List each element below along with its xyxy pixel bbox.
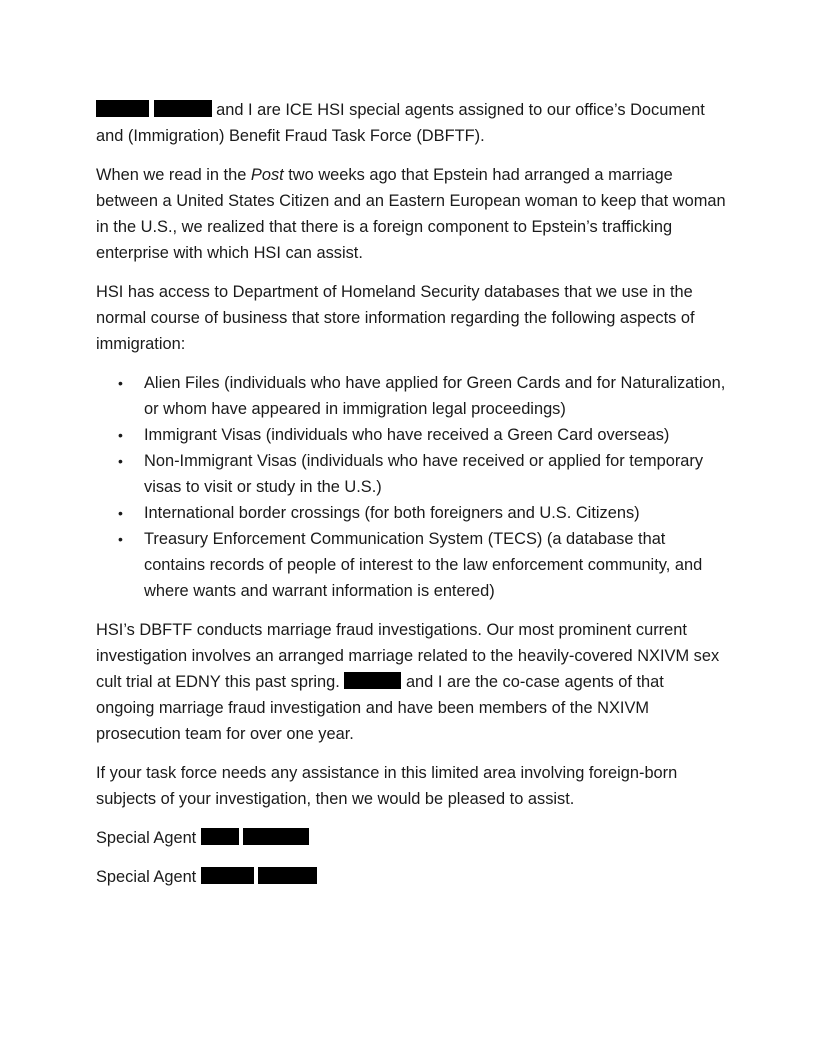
marriage-fraud-text-before: HSI’s DBFTF conducts marriage fraud investigations. Our most prominent current investigation involves an arranged marriage related to the heavily-covered NXIVM sex cult trial at EDNY this past spring.	[96, 621, 720, 691]
list-item-text: Non-Immigrant Visas (individuals who have received or applied for temporary visas to visit or study in the U.S.)	[144, 452, 704, 496]
databases-paragraph: HSI has access to Department of Homeland Security databases that we use in the normal course of business that store information regarding the following aspects of immigration:	[96, 283, 695, 353]
signature-line-1	[96, 825, 726, 851]
redaction-box	[201, 867, 254, 884]
redaction-box	[243, 828, 309, 845]
list-item-text: International border crossings (for both foreigners and U.S. Citizens)	[144, 504, 640, 522]
list-item	[96, 448, 726, 500]
list-item	[96, 370, 726, 422]
redaction-box	[344, 672, 401, 689]
marriage-fraud-text-after: and I are the co-case agents of that ongoing marriage fraud investigation and have been members of the NXIVM prosecution team for over one year.	[96, 673, 664, 743]
bullet-icon: •	[118, 531, 123, 547]
redaction-box	[258, 867, 317, 884]
signature-label: Special Agent	[96, 868, 201, 886]
post-article-text-before: When we read in the	[96, 166, 251, 184]
redaction-box	[154, 100, 212, 117]
letter-body	[96, 97, 726, 903]
signature-line-2	[96, 864, 726, 890]
bullet-icon: •	[118, 505, 123, 521]
redaction-box	[96, 100, 149, 117]
closing-paragraph: If your task force needs any assistance in this limited area involving foreign-born subjects of your investigation, then we would be pleased to assist.	[96, 764, 678, 808]
bullet-icon: •	[118, 375, 123, 391]
database-list	[96, 370, 726, 604]
list-item	[96, 526, 726, 604]
list-item-text: Treasury Enforcement Communication System (TECS) (a database that contains records of people of interest to the law enforcement community, and where wants and warrant information is entered)	[144, 530, 703, 600]
marriage-fraud-paragraph	[96, 617, 726, 747]
redaction-box	[201, 828, 239, 845]
post-article-paragraph	[96, 162, 726, 266]
intro-paragraph	[96, 97, 726, 149]
post-article-text-after: two weeks ago that Epstein had arranged a marriage between a United States Citizen and an Eastern European woman to keep that woman in the U.S., we realized that there is a foreign component to Epstein’s trafficking enterprise with which HSI can assist.	[96, 166, 726, 262]
list-item-text: Alien Files (individuals who have applied for Green Cards and for Naturalization, or whom have appeared in immigration legal proceedings)	[144, 374, 726, 418]
list-item	[96, 500, 726, 526]
list-item-text: Immigrant Visas (individuals who have received a Green Card overseas)	[144, 426, 670, 444]
post-newspaper-title: Post	[250, 166, 284, 184]
intro-paragraph-text: and I are ICE HSI special agents assigned to our office’s Document and (Immigration) Benefit Fraud Task Force (DBFTF).	[96, 101, 705, 145]
bullet-icon: •	[118, 453, 123, 469]
bullet-icon: •	[118, 427, 123, 443]
list-item	[96, 422, 726, 448]
signature-label: Special Agent	[96, 829, 201, 847]
